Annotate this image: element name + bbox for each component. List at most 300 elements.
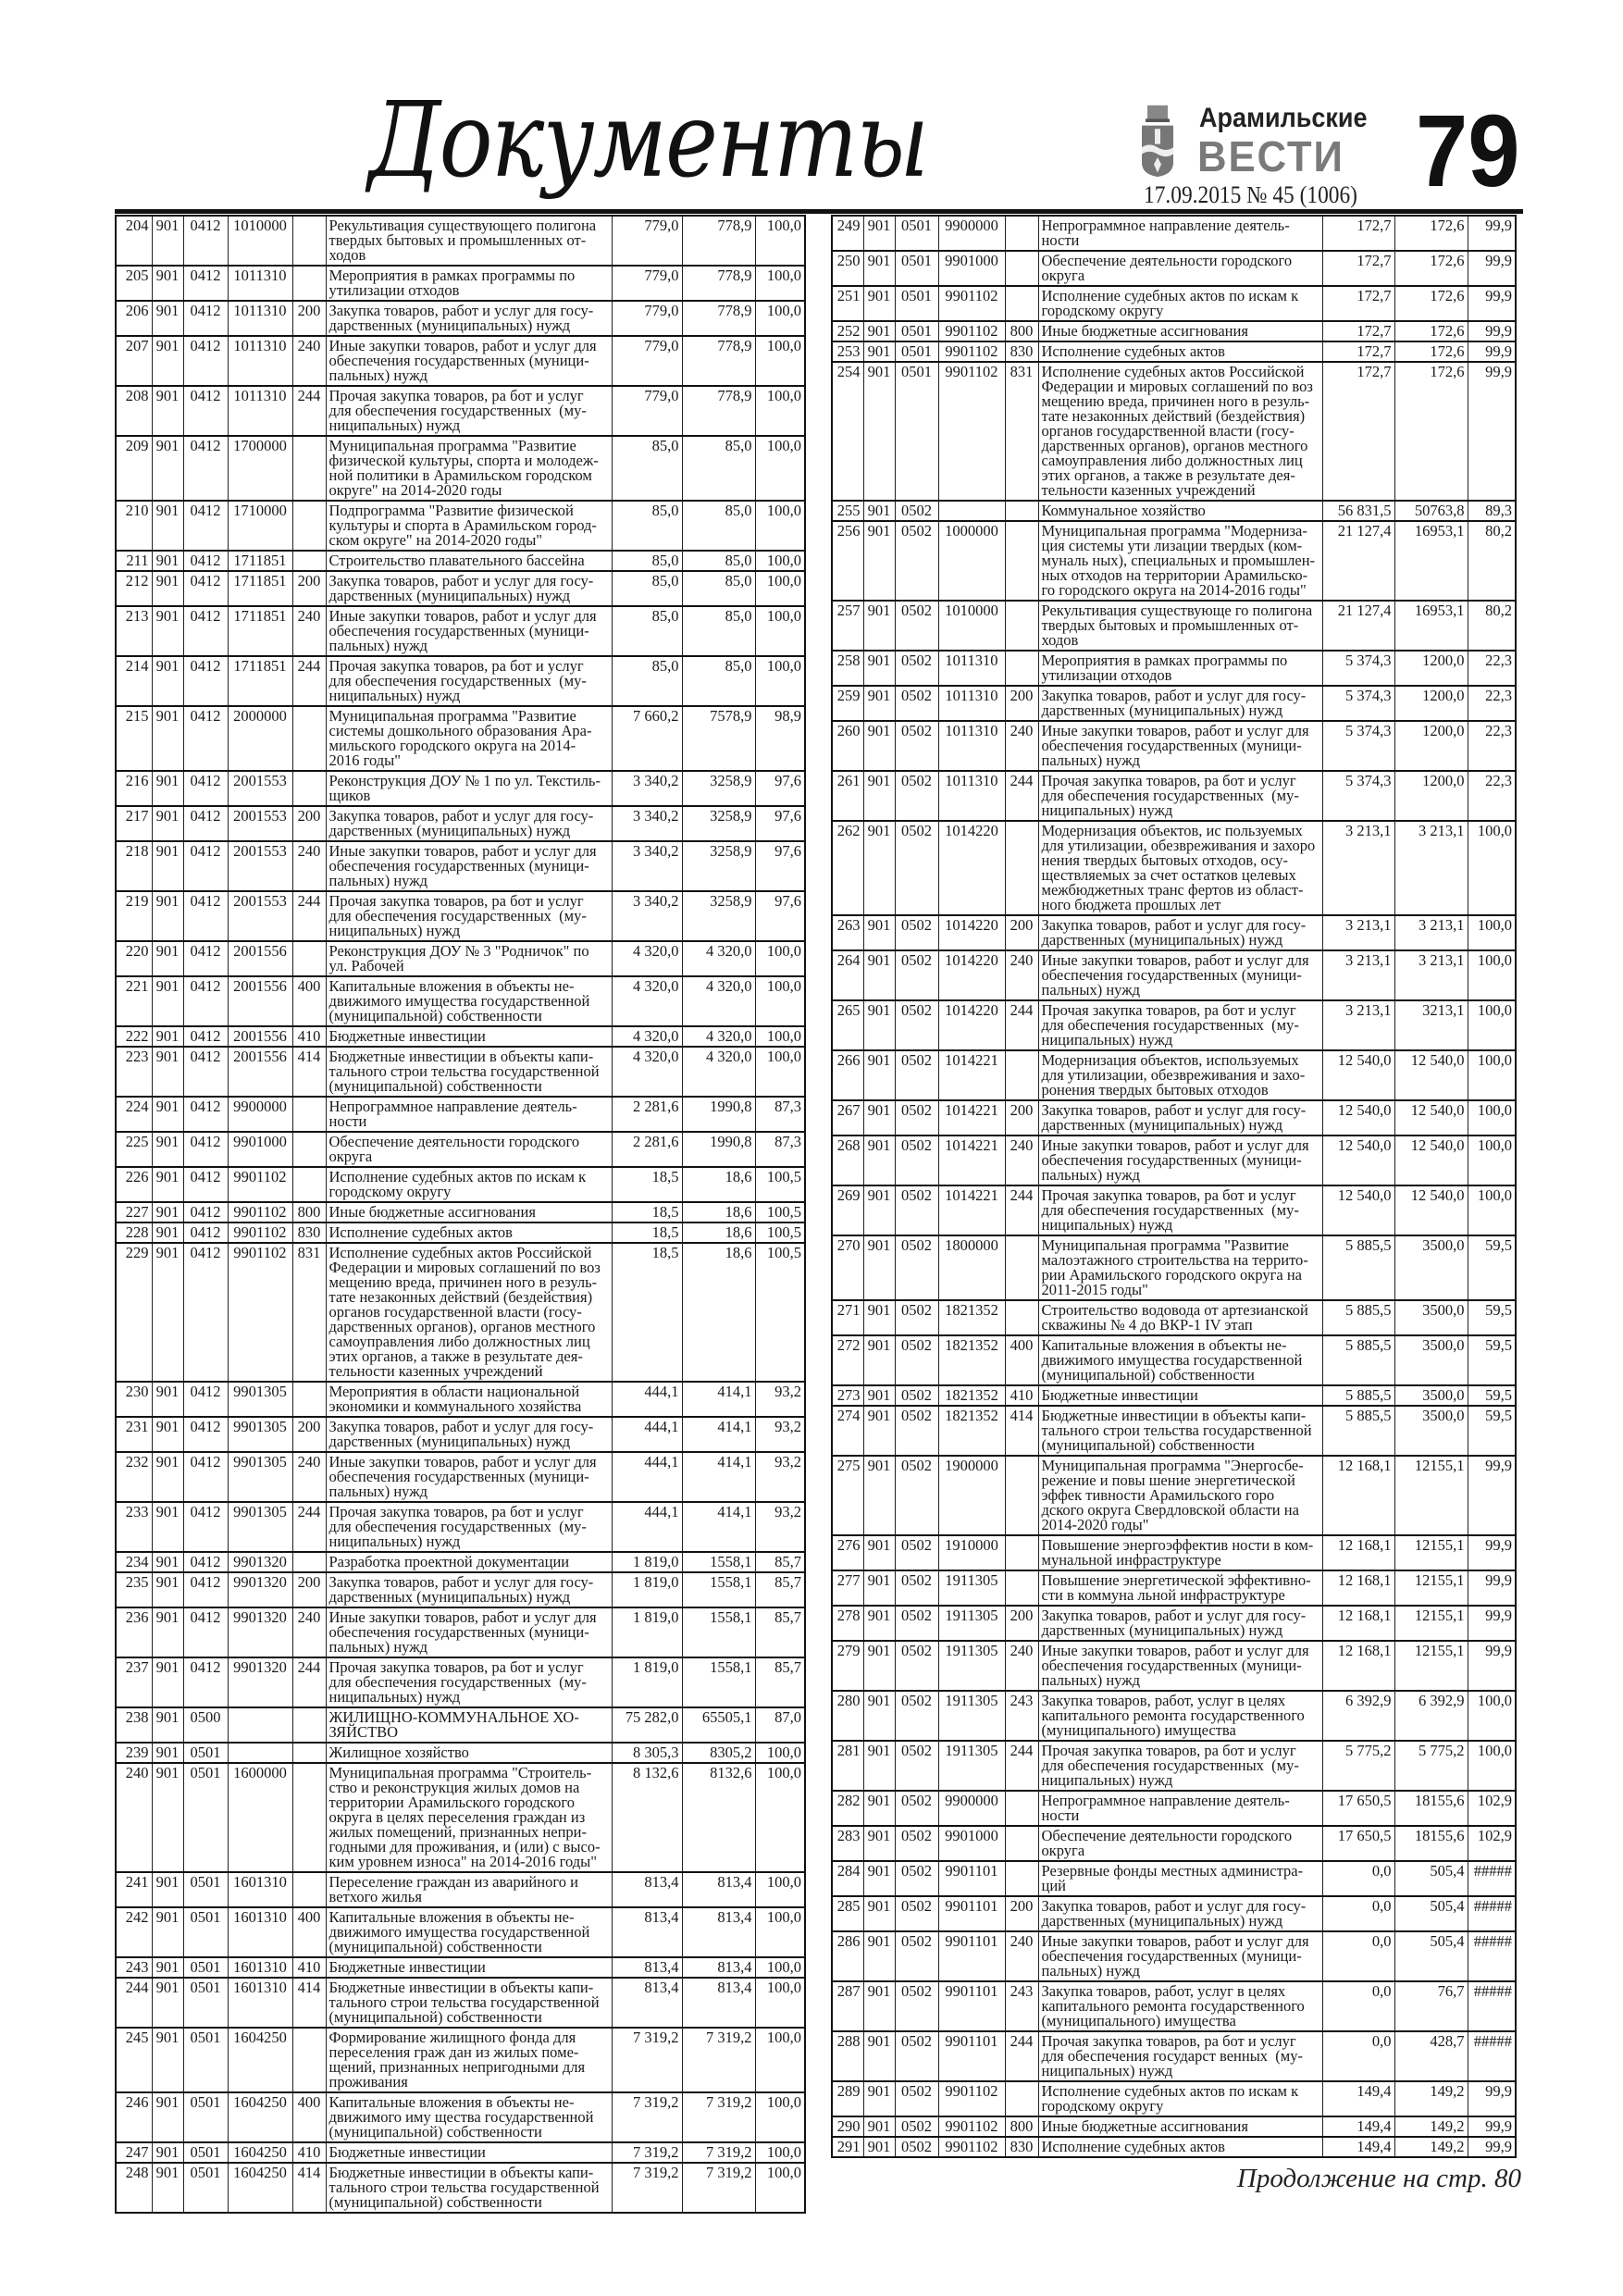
actual-amount: 813,4 — [682, 1978, 755, 2028]
expense-type-code: 244 — [292, 656, 326, 706]
planned-amount: 5 374,3 — [1322, 721, 1394, 771]
planned-amount: 7 660,2 — [612, 706, 682, 771]
expense-type-code — [1005, 821, 1038, 915]
row-number: 248 — [116, 2163, 152, 2213]
section-code: 0412 — [183, 976, 228, 1026]
actual-amount: 414,1 — [682, 1382, 755, 1417]
expense-type-code: 831 — [1005, 362, 1038, 501]
description: Иные закупки товаров, работ и услуг для обеспечения государственных (муници- пальных) нужд — [1038, 721, 1322, 771]
planned-amount: 172,7 — [1322, 286, 1394, 321]
row-number: 219 — [116, 891, 152, 941]
actual-amount: 18,6 — [682, 1167, 755, 1202]
target-article-code — [938, 501, 1005, 521]
description: Иные закупки товаров, работ и услуг для обеспечения государственных (муници- пальных) нужд — [326, 1452, 612, 1502]
description: Бюджетные инвестиции — [326, 2142, 612, 2163]
row-number: 217 — [116, 806, 152, 841]
table-row — [116, 2163, 805, 2213]
execution-percent: 100,0 — [1468, 950, 1516, 1000]
description: Повышение энергоэффектив ности в ком- мунальной инфраструктуре — [1038, 1535, 1322, 1570]
row-number: 276 — [832, 1535, 863, 1570]
execution-percent: 93,2 — [755, 1417, 805, 1452]
table-row — [832, 1406, 1516, 1456]
expense-type-code — [1005, 251, 1038, 286]
actual-amount: 505,4 — [1394, 1861, 1468, 1896]
department-code: 901 — [152, 436, 183, 501]
actual-amount: 12155,1 — [1394, 1456, 1468, 1535]
row-number: 288 — [832, 2031, 863, 2081]
section-code: 0412 — [183, 606, 228, 656]
execution-percent: ##### — [1468, 2031, 1516, 2081]
target-article-code: 1601310 — [228, 1978, 292, 2028]
target-article-code: 2000000 — [228, 706, 292, 771]
section-code: 0502 — [895, 2116, 938, 2137]
row-number: 253 — [832, 341, 863, 362]
department-code: 901 — [152, 1132, 183, 1167]
newspaper-logo — [1140, 104, 1371, 178]
section-code: 0502 — [895, 1861, 938, 1896]
target-article-code: 1710000 — [228, 501, 292, 551]
row-number: 261 — [832, 771, 863, 821]
section-code: 0412 — [183, 1502, 228, 1552]
department-code: 901 — [863, 2081, 895, 2116]
expense-type-code — [1005, 651, 1038, 686]
department-code: 901 — [152, 571, 183, 606]
execution-percent: 99,9 — [1468, 1641, 1516, 1691]
expense-type-code: 244 — [292, 1657, 326, 1707]
expense-type-code — [292, 266, 326, 301]
table-row — [116, 501, 805, 551]
target-article-code: 1821352 — [938, 1335, 1005, 1385]
planned-amount: 172,7 — [1322, 251, 1394, 286]
actual-amount: 3500,0 — [1394, 1406, 1468, 1456]
department-code: 901 — [863, 1456, 895, 1535]
section-code: 0502 — [895, 915, 938, 950]
newspaper-name-main: ВЕСТИ — [1197, 132, 1344, 180]
section-code: 0412 — [183, 1097, 228, 1132]
issue-date-number: 17.09.2015 № 45 (1006) — [1144, 181, 1357, 208]
section-code: 0501 — [183, 1763, 228, 1872]
expense-type-code — [1005, 1235, 1038, 1300]
planned-amount: 12 168,1 — [1322, 1535, 1394, 1570]
execution-percent: 100,0 — [755, 606, 805, 656]
department-code: 901 — [863, 2116, 895, 2137]
expense-type-code: 414 — [292, 1047, 326, 1097]
actual-amount: 172,6 — [1394, 286, 1468, 321]
table-row — [116, 551, 805, 571]
department-code: 901 — [863, 216, 895, 251]
row-number: 252 — [832, 321, 863, 341]
expense-type-code: 244 — [1005, 1000, 1038, 1050]
table-row — [116, 771, 805, 806]
target-article-code: 2001553 — [228, 771, 292, 806]
department-code: 901 — [863, 1385, 895, 1406]
execution-percent: 100,0 — [755, 1743, 805, 1763]
row-number: 210 — [116, 501, 152, 551]
target-article-code: 1011310 — [228, 386, 292, 436]
planned-amount: 7 319,2 — [612, 2142, 682, 2163]
execution-percent: 100,0 — [755, 656, 805, 706]
target-article-code: 1601310 — [228, 1872, 292, 1907]
expense-type-code: 200 — [292, 571, 326, 606]
target-article-code: 9901102 — [228, 1202, 292, 1222]
actual-amount: 12 540,0 — [1394, 1136, 1468, 1185]
planned-amount: 172,7 — [1322, 321, 1394, 341]
department-code: 901 — [152, 1222, 183, 1243]
department-code: 901 — [863, 1050, 895, 1100]
department-code: 901 — [863, 1185, 895, 1235]
target-article-code: 1604250 — [228, 2028, 292, 2092]
section-code: 0501 — [183, 1907, 228, 1957]
table-row — [832, 1000, 1516, 1050]
execution-percent: 99,9 — [1468, 1456, 1516, 1535]
row-number: 275 — [832, 1456, 863, 1535]
expense-type-code: 400 — [292, 2092, 326, 2142]
department-code: 901 — [863, 2031, 895, 2081]
execution-percent: 100,0 — [1468, 915, 1516, 950]
description: Переселение граждан из аварийного и ветхого жилья — [326, 1872, 612, 1907]
section-code: 0502 — [895, 521, 938, 601]
section-code: 0412 — [183, 771, 228, 806]
expense-type-code: 414 — [292, 2163, 326, 2213]
target-article-code: 1000000 — [938, 521, 1005, 601]
expense-type-code — [292, 2028, 326, 2092]
row-number: 278 — [832, 1606, 863, 1641]
coat-of-arms-icon — [1140, 104, 1175, 178]
actual-amount: 414,1 — [682, 1452, 755, 1502]
target-article-code: 9901320 — [228, 1552, 292, 1572]
expense-type-code — [292, 436, 326, 501]
actual-amount: 3213,1 — [1394, 1000, 1468, 1050]
table-row — [116, 1167, 805, 1202]
actual-amount: 3 213,1 — [1394, 821, 1468, 915]
description: Обеспечение деятельности городского округа — [326, 1132, 612, 1167]
table-row — [832, 251, 1516, 286]
target-article-code: 2001556 — [228, 1026, 292, 1047]
expense-type-code — [292, 941, 326, 976]
planned-amount: 5 885,5 — [1322, 1335, 1394, 1385]
department-code: 901 — [152, 1907, 183, 1957]
department-code: 901 — [863, 771, 895, 821]
expense-type-code — [292, 1743, 326, 1763]
department-code: 901 — [152, 1707, 183, 1743]
section-code: 0501 — [183, 2092, 228, 2142]
planned-amount: 8 305,3 — [612, 1743, 682, 1763]
section-code: 0502 — [895, 1456, 938, 1535]
row-number: 207 — [116, 336, 152, 386]
department-code: 901 — [152, 2028, 183, 2092]
planned-amount: 3 213,1 — [1322, 1000, 1394, 1050]
department-code: 901 — [863, 362, 895, 501]
target-article-code: 1604250 — [228, 2142, 292, 2163]
actual-amount: 1990,8 — [682, 1097, 755, 1132]
description: Бюджетные инвестиции в объекты капи- тального строи тельства государственной (муниципальной) собственности — [326, 1047, 612, 1097]
target-article-code: 1014220 — [938, 821, 1005, 915]
table-row — [116, 1763, 805, 1872]
department-code: 901 — [152, 706, 183, 771]
department-code: 901 — [863, 341, 895, 362]
department-code: 901 — [152, 266, 183, 301]
row-number: 206 — [116, 301, 152, 336]
row-number: 205 — [116, 266, 152, 301]
row-number: 209 — [116, 436, 152, 501]
department-code: 901 — [863, 1100, 895, 1136]
section-code: 0412 — [183, 1382, 228, 1417]
actual-amount: 172,6 — [1394, 251, 1468, 286]
execution-percent: 99,9 — [1468, 2116, 1516, 2137]
description: Резервные фонды местных администра- ций — [1038, 1861, 1322, 1896]
department-code: 901 — [152, 1743, 183, 1763]
department-code: 901 — [863, 1535, 895, 1570]
table-row — [832, 821, 1516, 915]
planned-amount: 4 320,0 — [612, 1047, 682, 1097]
execution-percent: 59,5 — [1468, 1300, 1516, 1335]
planned-amount: 7 319,2 — [612, 2028, 682, 2092]
actual-amount: 149,2 — [1394, 2116, 1468, 2137]
planned-amount: 85,0 — [612, 436, 682, 501]
target-article-code: 9901000 — [228, 1132, 292, 1167]
row-number: 256 — [832, 521, 863, 601]
table-row — [832, 1791, 1516, 1826]
target-article-code: 2001556 — [228, 1047, 292, 1097]
actual-amount: 18,6 — [682, 1243, 755, 1382]
expense-type-code: 831 — [292, 1243, 326, 1382]
target-article-code: 9901102 — [938, 2081, 1005, 2116]
planned-amount: 21 127,4 — [1322, 601, 1394, 651]
table-row — [116, 1452, 805, 1502]
execution-percent: 59,5 — [1468, 1385, 1516, 1406]
expense-type-code: 200 — [1005, 1100, 1038, 1136]
row-number: 271 — [832, 1300, 863, 1335]
section-code: 0502 — [895, 1050, 938, 1100]
planned-amount: 444,1 — [612, 1417, 682, 1452]
expense-type-code: 400 — [292, 1907, 326, 1957]
expense-type-code — [292, 501, 326, 551]
expense-type-code — [292, 706, 326, 771]
row-number: 212 — [116, 571, 152, 606]
row-number: 247 — [116, 2142, 152, 2163]
actual-amount: 3500,0 — [1394, 1385, 1468, 1406]
target-article-code: 9901101 — [938, 1931, 1005, 1981]
table-row — [832, 1185, 1516, 1235]
section-code: 0502 — [895, 1100, 938, 1136]
planned-amount: 18,5 — [612, 1167, 682, 1202]
expense-type-code: 244 — [1005, 771, 1038, 821]
execution-percent: ##### — [1468, 1896, 1516, 1931]
department-code: 901 — [863, 2137, 895, 2157]
target-article-code: 9901101 — [938, 1981, 1005, 2031]
planned-amount: 6 392,9 — [1322, 1691, 1394, 1741]
execution-percent: 100,5 — [755, 1243, 805, 1382]
planned-amount: 5 374,3 — [1322, 771, 1394, 821]
execution-percent: 100,5 — [755, 1167, 805, 1202]
section-code: 0412 — [183, 1417, 228, 1452]
row-number: 265 — [832, 1000, 863, 1050]
description: Закупка товаров, работ и услуг для госу- дарственных (муниципальных) нужд — [1038, 1896, 1322, 1931]
expense-type-code: 244 — [292, 386, 326, 436]
target-article-code: 9901305 — [228, 1452, 292, 1502]
section-code: 0412 — [183, 301, 228, 336]
expense-type-code: 240 — [1005, 721, 1038, 771]
execution-percent: 100,0 — [1468, 1691, 1516, 1741]
planned-amount: 3 213,1 — [1322, 950, 1394, 1000]
target-article-code: 9901102 — [938, 2116, 1005, 2137]
department-code: 901 — [863, 1000, 895, 1050]
row-number: 286 — [832, 1931, 863, 1981]
description: Бюджетные инвестиции в объекты капи- тального строи тельства государственной (муниципальной) собственности — [326, 1978, 612, 2028]
target-article-code: 9901102 — [938, 341, 1005, 362]
planned-amount: 0,0 — [1322, 2031, 1394, 2081]
section-code: 0501 — [183, 1957, 228, 1978]
execution-percent: 80,2 — [1468, 601, 1516, 651]
expense-type-code: 414 — [292, 1978, 326, 2028]
actual-amount: 8305,2 — [682, 1743, 755, 1763]
target-article-code: 1011310 — [938, 686, 1005, 721]
expense-type-code: 414 — [1005, 1406, 1038, 1456]
description: Капитальные вложения в объекты не- движимого иму щества государственной (муниципальной) собственности — [326, 2092, 612, 2142]
row-number: 231 — [116, 1417, 152, 1452]
actual-amount: 778,9 — [682, 266, 755, 301]
row-number: 290 — [832, 2116, 863, 2137]
execution-percent: 100,0 — [755, 551, 805, 571]
expense-type-code — [1005, 1570, 1038, 1606]
department-code: 901 — [863, 1691, 895, 1741]
section-code: 0500 — [183, 1707, 228, 1743]
execution-percent: 100,0 — [1468, 1136, 1516, 1185]
description: Муниципальная программа "Развитие физической культуры, спорта и молодеж- ной политики в Арамильском городском округе" на 2014-2020 годы — [326, 436, 612, 501]
expense-type-code — [1005, 601, 1038, 651]
description: Иные бюджетные ассигнования — [326, 1202, 612, 1222]
planned-amount: 17 650,5 — [1322, 1826, 1394, 1861]
description: Муниципальная программа "Развитие системы дошкольного образования Ара- мильского городского округа на 2014- 2016 годы" — [326, 706, 612, 771]
expense-type-code: 200 — [292, 301, 326, 336]
description: Закупка товаров, работ и услуг для госу- дарственных (муниципальных) нужд — [326, 571, 612, 606]
execution-percent: 22,3 — [1468, 721, 1516, 771]
planned-amount: 17 650,5 — [1322, 1791, 1394, 1826]
description: ЖИЛИЩНО-КОММУНАЛЬНОЕ ХО- ЗЯЙСТВО — [326, 1707, 612, 1743]
section-code: 0502 — [895, 1535, 938, 1570]
actual-amount: 414,1 — [682, 1502, 755, 1552]
department-code: 901 — [863, 1136, 895, 1185]
planned-amount: 12 168,1 — [1322, 1641, 1394, 1691]
row-number: 239 — [116, 1743, 152, 1763]
target-article-code: 9901305 — [228, 1417, 292, 1452]
description: Исполнение судебных актов — [1038, 2137, 1322, 2157]
table-row — [832, 521, 1516, 601]
execution-percent: 87,0 — [755, 1707, 805, 1743]
section-code: 0502 — [895, 1641, 938, 1691]
planned-amount: 149,4 — [1322, 2081, 1394, 2116]
department-code: 901 — [152, 1572, 183, 1607]
section-code: 0412 — [183, 1132, 228, 1167]
department-code: 901 — [863, 1606, 895, 1641]
department-code: 901 — [152, 806, 183, 841]
description: Исполнение судебных актов по искам к городскому округу — [1038, 286, 1322, 321]
table-row — [832, 1235, 1516, 1300]
budget-table-left — [115, 215, 806, 2214]
actual-amount: 12155,1 — [1394, 1535, 1468, 1570]
description: Непрограммное направление деятель- ности — [326, 1097, 612, 1132]
section-code: 0502 — [895, 771, 938, 821]
section-code: 0412 — [183, 1243, 228, 1382]
execution-percent: 99,9 — [1468, 362, 1516, 501]
department-code: 901 — [152, 1047, 183, 1097]
actual-amount: 149,2 — [1394, 2081, 1468, 2116]
department-code: 901 — [152, 1026, 183, 1047]
section-code: 0502 — [895, 1981, 938, 2031]
table-row — [832, 1570, 1516, 1606]
description: Иные закупки товаров, работ и услуг для обеспечения государственных (муници- пальных) нужд — [1038, 1641, 1322, 1691]
actual-amount: 3500,0 — [1394, 1235, 1468, 1300]
execution-percent: 100,0 — [755, 1907, 805, 1957]
planned-amount: 1 819,0 — [612, 1607, 682, 1657]
department-code: 901 — [152, 941, 183, 976]
execution-percent: 100,0 — [1468, 1000, 1516, 1050]
expense-type-code — [292, 1872, 326, 1907]
expense-type-code — [292, 1763, 326, 1872]
target-article-code: 1011310 — [938, 651, 1005, 686]
target-article-code — [228, 1743, 292, 1763]
actual-amount: 85,0 — [682, 501, 755, 551]
description: Иные закупки товаров, работ и услуг для обеспечения государственных (муници- пальных) нужд — [326, 1607, 612, 1657]
department-code: 901 — [152, 841, 183, 891]
section-code: 0502 — [895, 1931, 938, 1981]
row-number: 259 — [832, 686, 863, 721]
expense-type-code: 200 — [292, 806, 326, 841]
target-article-code: 1711851 — [228, 551, 292, 571]
section-code: 0501 — [895, 321, 938, 341]
target-article-code: 2001556 — [228, 941, 292, 976]
row-number: 215 — [116, 706, 152, 771]
department-code: 901 — [152, 2163, 183, 2213]
target-article-code: 1700000 — [228, 436, 292, 501]
description: Исполнение судебных актов — [1038, 341, 1322, 362]
row-number: 267 — [832, 1100, 863, 1136]
section-code: 0412 — [183, 941, 228, 976]
section-code: 0502 — [895, 651, 938, 686]
section-code: 0501 — [183, 2028, 228, 2092]
table-row — [116, 1707, 805, 1743]
expense-type-code — [292, 1167, 326, 1202]
target-article-code: 1900000 — [938, 1456, 1005, 1535]
section-code: 0502 — [895, 1000, 938, 1050]
row-number: 279 — [832, 1641, 863, 1691]
section-code: 0502 — [895, 601, 938, 651]
section-code: 0502 — [895, 1896, 938, 1931]
expense-type-code: 200 — [292, 1417, 326, 1452]
table-row — [832, 915, 1516, 950]
description: Мероприятия в рамках программы по утилизации отходов — [1038, 651, 1322, 686]
execution-percent: 99,9 — [1468, 286, 1516, 321]
target-article-code: 9901101 — [938, 1896, 1005, 1931]
execution-percent: 89,3 — [1468, 501, 1516, 521]
row-number: 280 — [832, 1691, 863, 1741]
target-article-code: 9901305 — [228, 1382, 292, 1417]
description: Разработка проектной документации — [326, 1552, 612, 1572]
planned-amount: 21 127,4 — [1322, 521, 1394, 601]
actual-amount: 6 392,9 — [1394, 1691, 1468, 1741]
row-number: 225 — [116, 1132, 152, 1167]
description: Закупка товаров, работ и услуг для госу- дарственных (муниципальных) нужд — [326, 301, 612, 336]
actual-amount: 65505,1 — [682, 1707, 755, 1743]
section-code: 0412 — [183, 1167, 228, 1202]
section-code: 0501 — [895, 341, 938, 362]
target-article-code: 1010000 — [938, 601, 1005, 651]
execution-percent: 59,5 — [1468, 1406, 1516, 1456]
planned-amount: 5 775,2 — [1322, 1741, 1394, 1791]
department-code: 901 — [152, 386, 183, 436]
description: Иные закупки товаров, работ и услуг для обеспечения государственных (муници- пальных) нужд — [1038, 950, 1322, 1000]
target-article-code: 2001556 — [228, 976, 292, 1026]
